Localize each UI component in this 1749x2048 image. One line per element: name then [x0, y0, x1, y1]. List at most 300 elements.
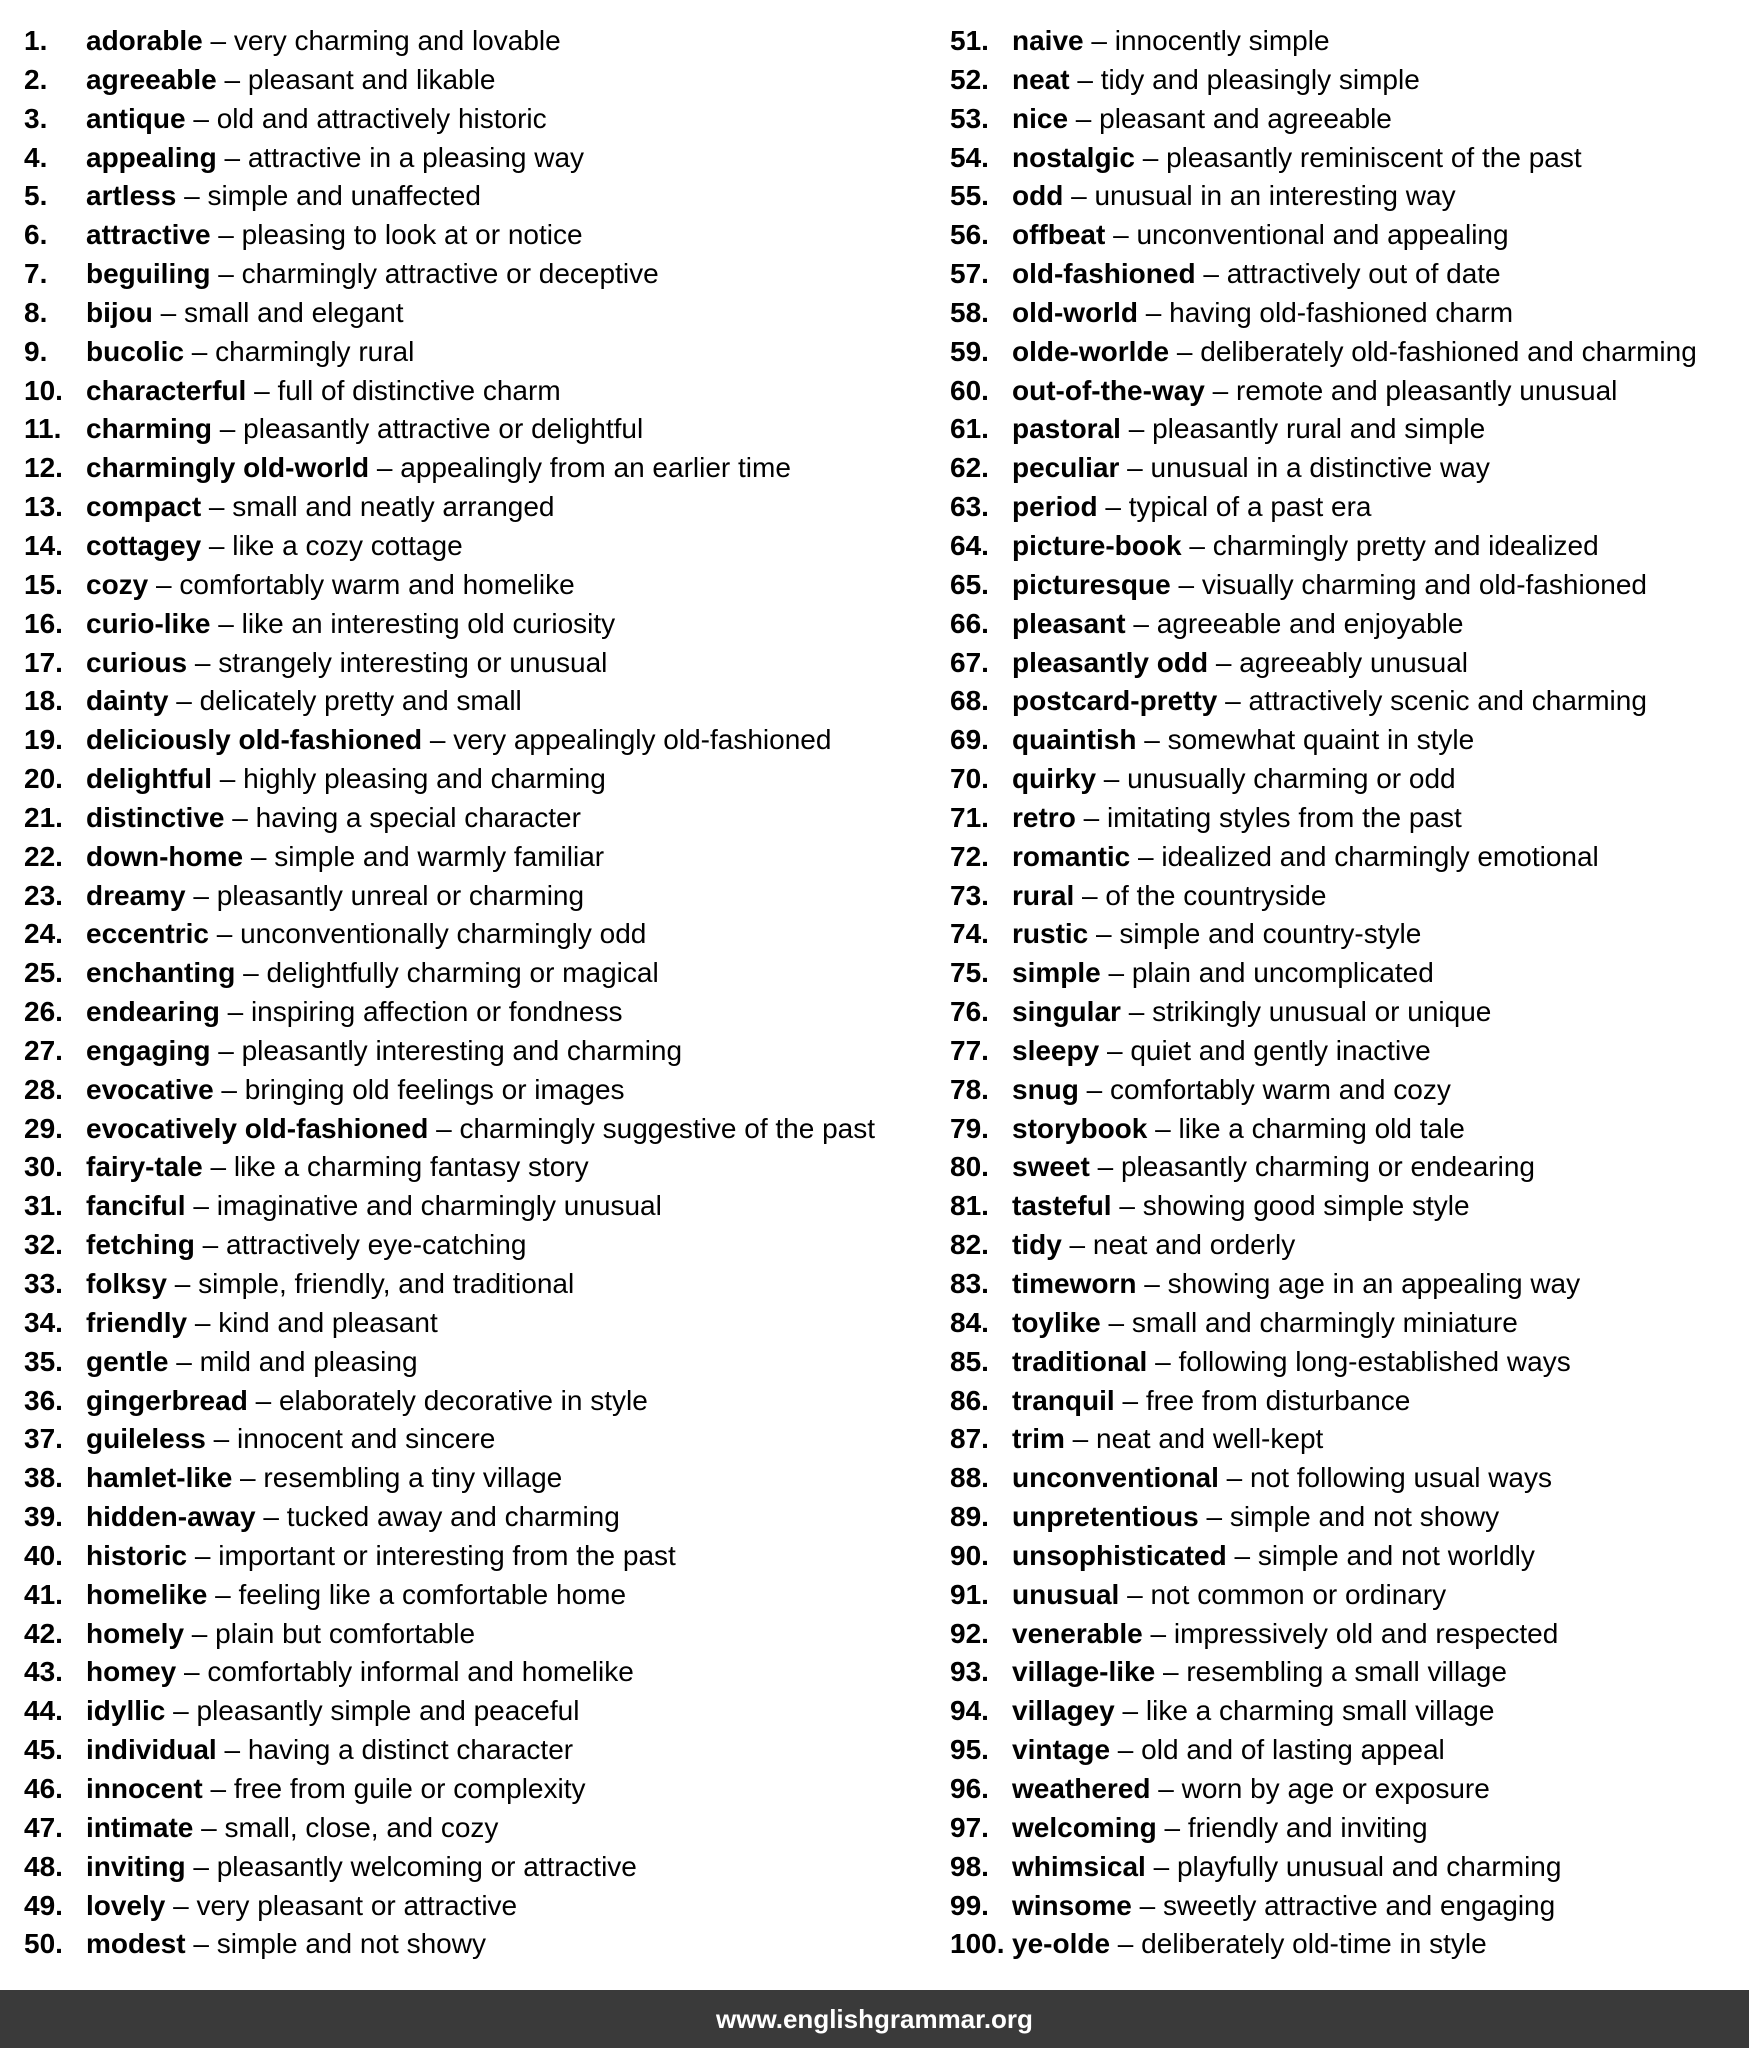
list-item	[950, 566, 1740, 605]
item-text	[86, 1032, 682, 1071]
item-definition: pleasant and likable	[247, 63, 496, 95]
list-item	[24, 1187, 944, 1226]
item-definition: somewhat quaint in style	[1167, 724, 1475, 756]
item-number: 85.	[950, 1345, 989, 1377]
item-separator: –	[1105, 219, 1137, 251]
item-separator: –	[1142, 1617, 1174, 1649]
item-definition: quiet and gently inactive	[1130, 1034, 1431, 1066]
item-number: 61.	[950, 413, 989, 445]
item-word: neat	[1012, 63, 1070, 95]
item-text	[1012, 216, 1509, 255]
list-item	[24, 1032, 944, 1071]
item-separator: –	[235, 957, 267, 989]
footer-website-link[interactable]: www.englishgrammar.org	[716, 2003, 1033, 2034]
item-text	[1012, 527, 1599, 566]
item-text	[86, 954, 659, 993]
item-number: 18.	[24, 685, 63, 717]
item-word: individual	[86, 1734, 217, 1766]
list-item	[950, 333, 1740, 372]
list-item	[950, 1420, 1740, 1459]
item-word: singular	[1012, 996, 1121, 1028]
list-item	[950, 605, 1740, 644]
item-definition: elaborately decorative in style	[278, 1384, 648, 1416]
item-definition: of the countryside	[1105, 879, 1327, 911]
item-word: villagey	[1012, 1695, 1115, 1727]
item-word: charmingly old-world	[86, 452, 370, 484]
list-item	[24, 177, 944, 216]
item-separator: –	[210, 219, 242, 251]
item-word: peculiar	[1012, 452, 1120, 484]
item-separator: –	[1125, 607, 1157, 639]
item-number: 5.	[24, 180, 48, 212]
item-number: 74.	[950, 918, 989, 950]
item-definition: like a charming small village	[1145, 1695, 1495, 1727]
item-text	[86, 1498, 620, 1537]
item-text	[1012, 1110, 1465, 1149]
list-item	[24, 1537, 944, 1576]
item-definition: attractively scenic and charming	[1248, 685, 1647, 717]
item-number: 93.	[950, 1656, 989, 1688]
item-definition: unconventionally charmingly odd	[240, 918, 647, 950]
item-definition: neat and well-kept	[1096, 1423, 1324, 1455]
item-word: attractive	[86, 219, 211, 251]
item-text	[1012, 838, 1599, 877]
list-item	[24, 255, 944, 294]
item-number: 32.	[24, 1229, 63, 1261]
item-definition: old and attractively historic	[216, 102, 547, 134]
item-text	[86, 838, 604, 877]
item-word: storybook	[1012, 1112, 1148, 1144]
item-separator: –	[232, 1462, 264, 1494]
item-number: 27.	[24, 1034, 63, 1066]
item-text	[86, 255, 659, 294]
item-number: 16.	[24, 607, 63, 639]
item-number: 36.	[24, 1384, 63, 1416]
item-text	[86, 877, 584, 916]
item-definition: simple and unaffected	[207, 180, 481, 212]
item-separator: –	[1147, 1112, 1179, 1144]
item-separator: –	[1136, 724, 1168, 756]
item-separator: –	[1068, 102, 1100, 134]
item-word: beguiling	[86, 258, 211, 290]
list-item	[24, 954, 944, 993]
item-word: modest	[86, 1928, 186, 1960]
item-word: gingerbread	[86, 1384, 248, 1416]
list-item	[24, 682, 944, 721]
item-word: innocent	[86, 1772, 203, 1804]
item-definition: deliberately old-time in style	[1141, 1928, 1487, 1960]
item-word: friendly	[86, 1306, 188, 1338]
item-word: quirky	[1012, 763, 1097, 795]
list-item	[24, 993, 944, 1032]
item-word: eccentric	[86, 918, 209, 950]
item-word: cottagey	[86, 529, 202, 561]
item-text	[1012, 100, 1392, 139]
item-number: 46.	[24, 1772, 63, 1804]
item-text	[86, 1576, 626, 1615]
list-item	[24, 877, 944, 916]
item-definition: pleasantly reminiscent of the past	[1166, 141, 1582, 173]
item-word: enchanting	[86, 957, 236, 989]
item-separator: –	[1096, 763, 1128, 795]
item-text	[86, 1887, 517, 1926]
list-item	[24, 1576, 944, 1615]
item-definition: delightfully charming or magical	[266, 957, 659, 989]
item-text	[86, 644, 607, 683]
item-number: 66.	[950, 607, 989, 639]
item-separator: –	[1074, 879, 1106, 911]
item-word: bucolic	[86, 335, 185, 367]
item-definition: having a special character	[255, 801, 581, 833]
item-text	[1012, 1382, 1410, 1421]
item-word: lovely	[86, 1889, 166, 1921]
list-item	[950, 1304, 1740, 1343]
list-item	[24, 139, 944, 178]
item-separator: –	[1063, 180, 1095, 212]
item-separator: –	[210, 607, 242, 639]
item-number: 22.	[24, 840, 63, 872]
item-definition: charmingly suggestive of the past	[459, 1112, 876, 1144]
item-text	[86, 410, 643, 449]
item-number: 13.	[24, 491, 63, 523]
item-word: weathered	[1012, 1772, 1151, 1804]
item-word: quaintish	[1012, 724, 1137, 756]
item-text	[1012, 915, 1421, 954]
item-number: 49.	[24, 1889, 63, 1921]
item-definition: very pleasant or attractive	[196, 1889, 518, 1921]
item-separator: –	[1195, 258, 1227, 290]
item-text	[86, 1382, 648, 1421]
item-number: 48.	[24, 1850, 63, 1882]
item-text	[1012, 255, 1501, 294]
list-item	[950, 294, 1740, 333]
item-definition: important or interesting from the past	[218, 1539, 676, 1571]
item-number: 67.	[950, 646, 989, 678]
item-separator: –	[1114, 1384, 1146, 1416]
item-definition: simple and warmly familiar	[274, 840, 605, 872]
list-item	[950, 915, 1740, 954]
item-definition: neat and orderly	[1092, 1229, 1296, 1261]
item-number: 1.	[24, 25, 48, 56]
item-definition: showing good simple style	[1142, 1190, 1470, 1222]
list-item	[950, 410, 1740, 449]
item-definition: unusual in an interesting way	[1094, 180, 1456, 212]
item-number: 58.	[950, 296, 989, 328]
item-separator: –	[1119, 452, 1151, 484]
item-text	[1012, 1537, 1535, 1576]
item-definition: very charming and lovable	[233, 25, 561, 56]
item-word: hidden-away	[86, 1501, 256, 1533]
item-text	[86, 449, 791, 488]
item-number: 75.	[950, 957, 989, 989]
item-word: fetching	[86, 1229, 195, 1261]
item-text	[1012, 799, 1462, 838]
item-text	[1012, 954, 1434, 993]
item-separator: –	[1111, 1190, 1143, 1222]
item-separator: –	[1170, 568, 1202, 600]
item-word: traditional	[1012, 1345, 1148, 1377]
item-text	[86, 1071, 625, 1110]
item-number: 53.	[950, 102, 989, 134]
item-word: picture-book	[1012, 529, 1182, 561]
item-text	[1012, 1576, 1446, 1615]
item-separator: –	[1137, 296, 1170, 328]
item-text	[1012, 1226, 1295, 1265]
item-text	[86, 1343, 418, 1382]
list-item	[950, 1887, 1740, 1926]
item-number: 71.	[950, 801, 989, 833]
item-text	[86, 721, 831, 760]
item-definition: small and charmingly miniature	[1131, 1306, 1518, 1338]
item-number: 89.	[950, 1501, 989, 1533]
item-definition: worn by age or exposure	[1181, 1772, 1490, 1804]
list-item	[24, 372, 944, 411]
item-text	[86, 760, 606, 799]
list-item	[24, 644, 944, 683]
item-number: 83.	[950, 1268, 989, 1299]
list-item	[950, 1498, 1740, 1537]
list-item	[24, 1382, 944, 1421]
item-word: evocative	[86, 1073, 214, 1105]
item-number: 82.	[950, 1229, 989, 1261]
item-text	[86, 100, 547, 139]
item-separator: –	[184, 1617, 216, 1649]
item-definition: plain but comfortable	[215, 1617, 476, 1649]
list-item	[950, 877, 1740, 916]
item-separator: –	[168, 685, 200, 717]
list-item	[950, 488, 1740, 527]
item-text	[1012, 993, 1491, 1032]
list-item	[24, 294, 944, 333]
item-word: endearing	[86, 996, 220, 1028]
list-item	[24, 1226, 944, 1265]
list-item	[950, 527, 1740, 566]
item-number: 7.	[24, 258, 48, 290]
item-separator: –	[1078, 1073, 1111, 1105]
list-item	[24, 1809, 944, 1848]
item-definition: resembling a small village	[1186, 1656, 1507, 1688]
item-word: folksy	[86, 1268, 167, 1299]
item-definition: plain and uncomplicated	[1131, 957, 1434, 989]
item-text	[86, 993, 622, 1032]
item-text	[86, 139, 584, 178]
item-definition: simple and country-style	[1119, 918, 1422, 950]
item-definition: having a distinct character	[247, 1734, 574, 1766]
item-text	[1012, 139, 1582, 178]
item-number: 80.	[950, 1151, 989, 1183]
item-text	[86, 177, 481, 216]
item-definition: remote and pleasantly unusual	[1236, 374, 1618, 406]
item-text	[86, 22, 561, 61]
list-item	[950, 372, 1740, 411]
item-number: 64.	[950, 529, 989, 561]
list-item	[24, 1420, 944, 1459]
item-text	[1012, 61, 1420, 100]
item-number: 26.	[24, 996, 63, 1028]
item-word: old-world	[1012, 296, 1138, 328]
item-number: 92.	[950, 1617, 989, 1649]
item-separator: –	[1120, 413, 1153, 445]
item-definition: small and neatly arranged	[232, 491, 555, 523]
item-number: 25.	[24, 957, 63, 989]
item-definition: agreeably unusual	[1239, 646, 1469, 678]
item-separator: –	[1217, 685, 1249, 717]
item-definition: impressively old and respected	[1173, 1617, 1559, 1649]
item-number: 94.	[950, 1695, 989, 1727]
item-definition: like an interesting old curiosity	[241, 607, 616, 639]
item-text	[1012, 449, 1490, 488]
item-word: picturesque	[1012, 568, 1171, 600]
item-definition: like a charming fantasy story	[233, 1151, 589, 1183]
item-number: 31.	[24, 1190, 63, 1222]
item-word: whimsical	[1012, 1850, 1146, 1882]
item-text	[1012, 372, 1617, 411]
item-text	[1012, 177, 1456, 216]
item-number: 44.	[24, 1695, 63, 1727]
item-word: artless	[86, 180, 177, 212]
item-definition: tucked away and charming	[286, 1501, 620, 1533]
item-word: fanciful	[86, 1190, 186, 1222]
list-item	[950, 1692, 1740, 1731]
item-word: tasteful	[1012, 1190, 1112, 1222]
list-item	[950, 1925, 1740, 1964]
item-definition: playfully unusual and charming	[1176, 1850, 1562, 1882]
item-number: 39.	[24, 1501, 63, 1533]
item-separator: –	[1208, 646, 1240, 678]
item-separator: –	[1150, 1772, 1182, 1804]
item-word: engaging	[86, 1034, 211, 1066]
list-item	[950, 449, 1740, 488]
item-text	[1012, 605, 1463, 644]
item-word: odd	[1012, 180, 1064, 212]
list-item	[950, 1343, 1740, 1382]
item-separator: –	[212, 413, 244, 445]
item-definition: strangely interesting or unusual	[218, 646, 608, 678]
item-word: naive	[1012, 25, 1084, 56]
right-column	[950, 22, 1740, 1964]
item-text	[86, 1265, 574, 1304]
item-definition: attractively eye-catching	[226, 1229, 527, 1261]
list-item	[950, 22, 1740, 61]
item-word: homelike	[86, 1578, 208, 1610]
item-word: antique	[86, 102, 186, 134]
list-item	[950, 255, 1740, 294]
item-text	[86, 1653, 634, 1692]
item-definition: highly pleasing and charming	[243, 763, 606, 795]
item-word: intimate	[86, 1811, 194, 1843]
item-text	[1012, 1925, 1487, 1964]
item-separator: –	[205, 1423, 237, 1455]
item-separator: –	[210, 1034, 242, 1066]
item-definition: strikingly unusual or unique	[1152, 996, 1492, 1028]
item-text	[86, 1848, 637, 1887]
item-number: 81.	[950, 1190, 989, 1222]
item-definition: full of distinctive charm	[277, 374, 561, 406]
list-item	[24, 1887, 944, 1926]
item-text	[86, 1770, 586, 1809]
item-word: historic	[86, 1539, 188, 1571]
list-item	[24, 721, 944, 760]
list-item	[950, 1187, 1740, 1226]
list-item	[24, 61, 944, 100]
list-item	[950, 682, 1740, 721]
item-definition: pleasantly charming or endearing	[1120, 1151, 1535, 1183]
item-word: rustic	[1012, 918, 1089, 950]
item-word: simple	[1012, 957, 1101, 989]
item-definition: innocent and sincere	[236, 1423, 496, 1455]
item-number: 59.	[950, 335, 989, 367]
item-word: nice	[1012, 102, 1069, 134]
list-item	[950, 100, 1740, 139]
item-number: 19.	[24, 724, 63, 756]
list-item	[950, 644, 1740, 683]
item-separator: –	[202, 25, 234, 56]
item-separator: –	[224, 801, 256, 833]
list-item	[950, 954, 1740, 993]
item-definition: like a cozy cottage	[232, 529, 463, 561]
list-item	[24, 1770, 944, 1809]
item-number: 72.	[950, 840, 989, 872]
item-definition: unusual in a distinctive way	[1150, 452, 1490, 484]
item-number: 43.	[24, 1656, 63, 1688]
item-separator: –	[148, 568, 180, 600]
item-text	[1012, 644, 1468, 683]
item-number: 30.	[24, 1151, 63, 1183]
item-separator: –	[193, 1811, 225, 1843]
item-word: welcoming	[1012, 1811, 1157, 1843]
list-item	[24, 1498, 944, 1537]
item-number: 88.	[950, 1462, 989, 1494]
item-definition: charmingly attractive or deceptive	[241, 258, 659, 290]
item-word: venerable	[1012, 1617, 1143, 1649]
item-separator: –	[1100, 1306, 1132, 1338]
item-text	[1012, 1615, 1558, 1654]
item-text	[86, 333, 414, 372]
item-text	[1012, 1265, 1580, 1304]
item-separator: –	[1204, 374, 1236, 406]
item-separator: –	[187, 1539, 219, 1571]
item-separator: –	[185, 1928, 217, 1960]
item-definition: kind and pleasant	[218, 1306, 438, 1338]
item-text	[1012, 1304, 1518, 1343]
list-item	[950, 1382, 1740, 1421]
item-number: 70.	[950, 763, 989, 795]
item-separator: –	[1131, 1889, 1163, 1921]
item-number: 23.	[24, 879, 63, 911]
list-item	[950, 799, 1740, 838]
item-text	[1012, 566, 1647, 605]
item-word: village-like	[1012, 1656, 1156, 1688]
item-separator: –	[176, 180, 208, 212]
item-text	[86, 527, 463, 566]
item-definition: like a charming old tale	[1178, 1112, 1465, 1144]
item-separator: –	[1130, 840, 1162, 872]
item-separator: –	[1226, 1539, 1258, 1571]
item-word: bijou	[86, 296, 153, 328]
item-word: charming	[86, 413, 213, 445]
item-number: 41.	[24, 1578, 63, 1610]
item-text	[86, 216, 583, 255]
list-item	[950, 1576, 1740, 1615]
item-word: hamlet-like	[86, 1462, 233, 1494]
item-word: homely	[86, 1617, 185, 1649]
list-item	[24, 1343, 944, 1382]
item-text	[86, 605, 615, 644]
item-word: nostalgic	[1012, 141, 1135, 173]
item-text	[1012, 877, 1326, 916]
item-number: 8.	[24, 296, 48, 328]
list-item	[24, 22, 944, 61]
